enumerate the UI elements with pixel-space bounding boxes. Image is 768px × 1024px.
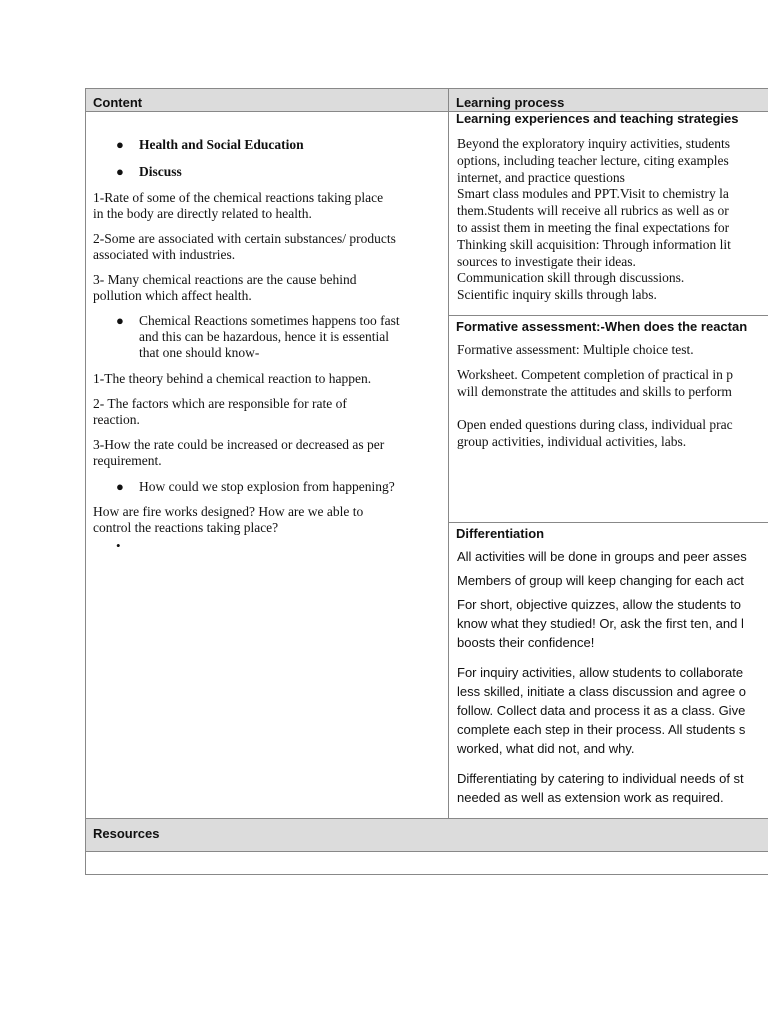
bullet-dot: ●	[116, 164, 124, 179]
content-header: Content	[93, 95, 143, 110]
para-factors: 2- The factors which are responsible for rate of reaction.	[93, 396, 347, 427]
para-rate: 1-Rate of some of the chemical reactions taking place in the body are directly related to health.	[93, 190, 384, 221]
para-pollution: 3- Many chemical reactions are the cause behind pollution which affect health.	[93, 272, 357, 303]
para-fireworks: How are fire works designed? How are we able to control the reactions taking place?	[93, 504, 364, 535]
para-substances: 2-Some are associated with certain substances/ products associated with industries.	[93, 231, 396, 262]
formative-differentiation-divider	[448, 522, 768, 523]
bullet-health: ● Health and Social Education	[116, 137, 304, 152]
formative-assessment-title: Formative assessment:-When does the reactan	[456, 319, 748, 334]
bullet-chemical-reactions: ● Chemical Reactions sometimes happens too fast and this can be hazardous, hence it is essential that one should know-	[116, 313, 400, 360]
content-column	[93, 119, 443, 554]
lesson-plan-table	[85, 88, 768, 875]
bullet-dot: ●	[116, 313, 124, 328]
differentiation-body: All activities will be done in groups and peer asses Members of group will keep changing for each act For short, objective quizzes, allow the students to know what they studied! Or, ask the first ten, and l boosts their confidence! For inquiry activities, allow students to collaborate less skilled, initiate a class discussion and agree o follow. Collect data and process it as a class. Give complete each step in their process. All students s worked, what did not, and why. Differentiating by catering to individual needs of st needed as well as extension work as required.	[457, 549, 747, 805]
bullet-discuss: ● Discuss	[116, 164, 182, 179]
learning-experiences-title: Learning experiences and teaching strategies	[456, 111, 739, 126]
learning-formative-divider	[448, 315, 768, 316]
bullet-explosion: ● How could we stop explosion from happening?	[116, 479, 395, 494]
learning-process-header: Learning process	[456, 95, 565, 110]
bullet-dot: •	[116, 538, 121, 553]
header-row-bg	[86, 89, 768, 111]
bullet-empty	[93, 538, 443, 554]
learning-experiences-body: Beyond the exploratory inquiry activities, students options, including teacher lecture, citing examples internet, and practice questions Smart class modules and PPT.Visit to chemistry la them.Students will receive all rubrics as well as or to assist them in meeting the final expectations for Thinking skill acquisition: Through information lit sources to investigate their ideas. Communication skill through discussions. Scientific inquiry skills through labs.	[457, 136, 731, 303]
formative-assessment-body: Formative assessment: Multiple choice test. Worksheet. Competent completion of practical in p will demonstrate the attitudes and skills to perform Open ended questions during class, individual prac group activities, individual activities, labs.	[457, 342, 733, 450]
bullet-dot: ●	[116, 137, 124, 152]
resources-bottom-divider	[86, 851, 768, 852]
bullet-dot: ●	[116, 479, 124, 494]
resources-top-divider	[86, 818, 768, 819]
column-divider	[448, 89, 449, 818]
para-rate-increase: 3-How the rate could be increased or decreased as per requirement.	[93, 437, 385, 468]
differentiation-title: Differentiation	[456, 526, 545, 541]
resources-header: Resources	[93, 826, 160, 841]
para-theory: 1-The theory behind a chemical reaction to happen.	[93, 371, 372, 386]
resources-row-bg	[86, 818, 768, 851]
